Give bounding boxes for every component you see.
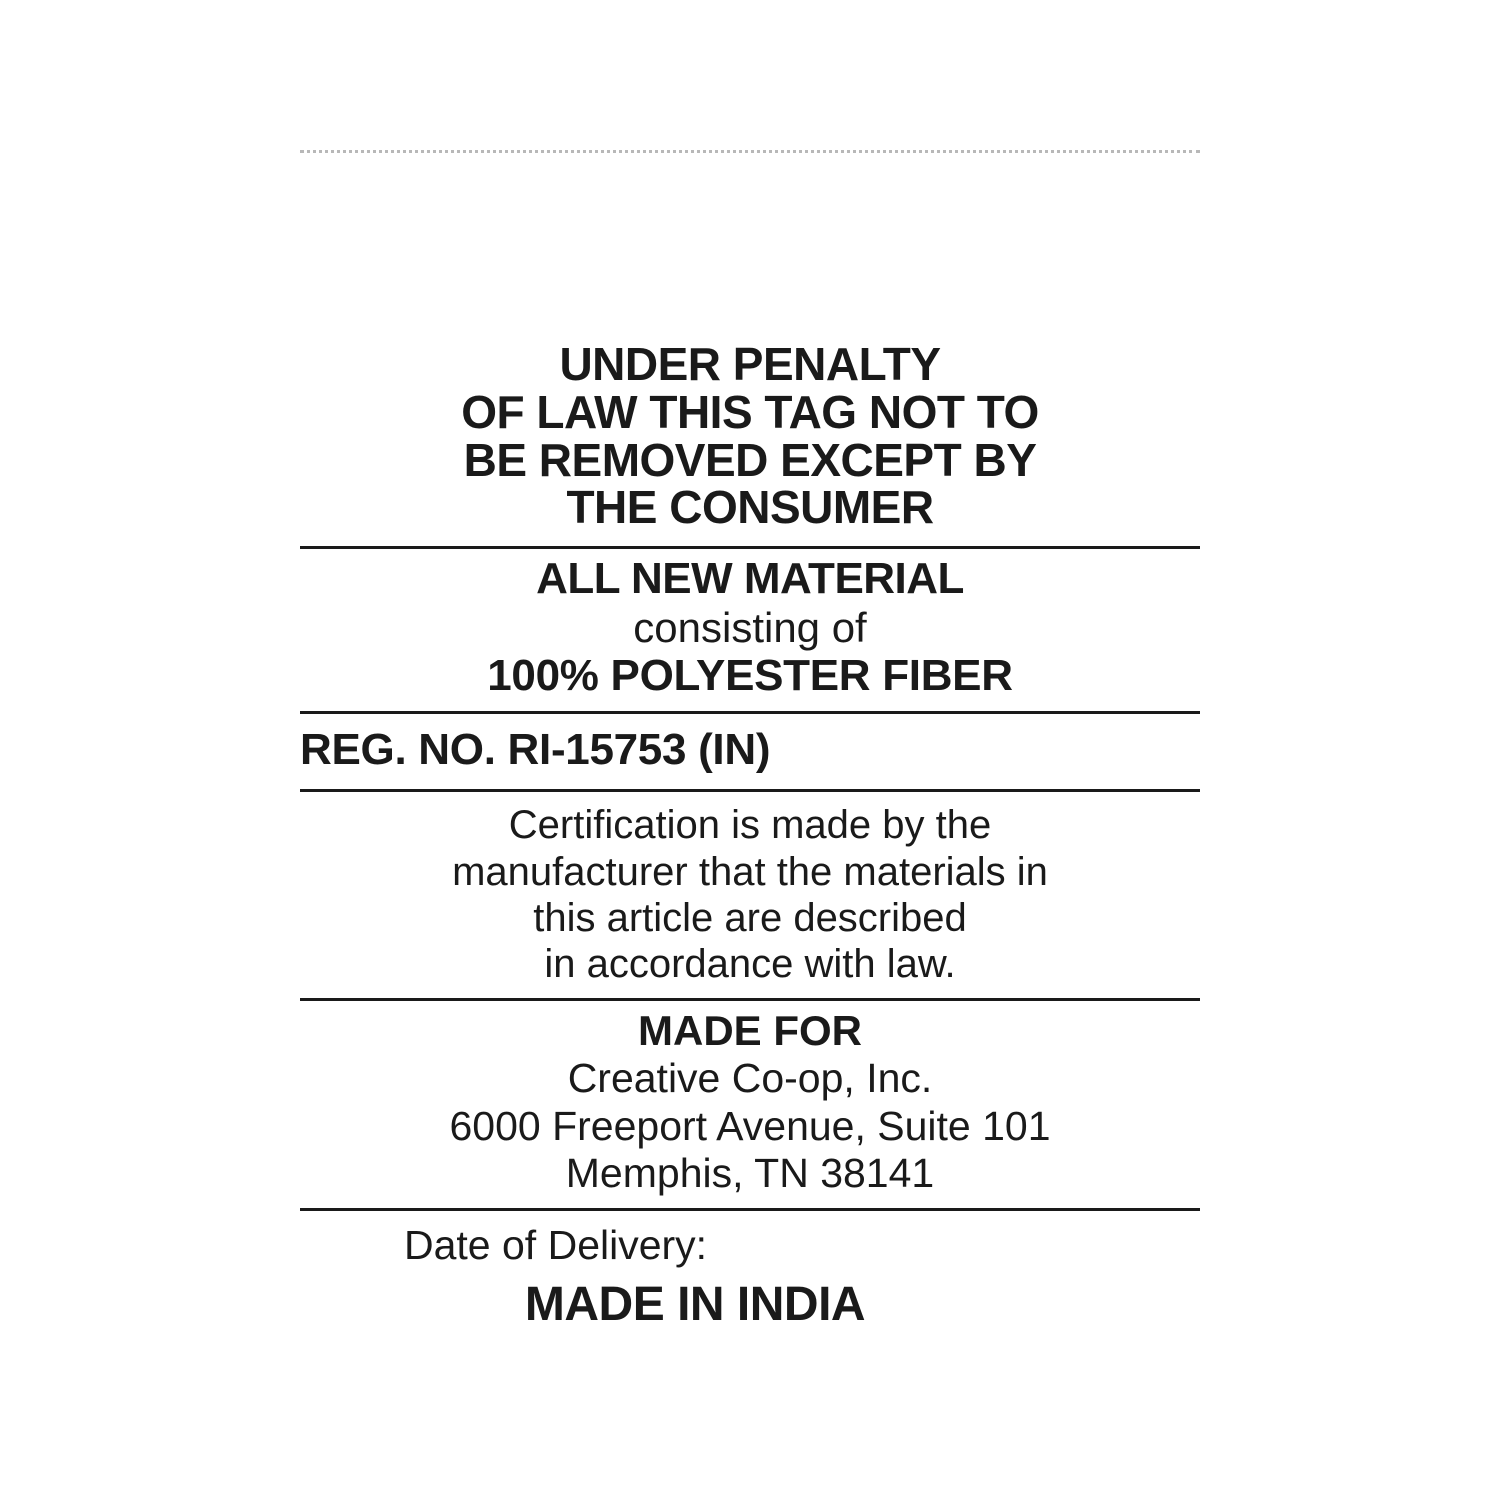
penalty-line-2: OF LAW THIS TAG NOT TO (461, 385, 1039, 438)
company-name: Creative Co-op, Inc. (567, 1054, 933, 1101)
certification-line-2: manufacturer that the materials in (452, 849, 1048, 894)
made-for-section (300, 1001, 1200, 1208)
certification-statement (300, 792, 1200, 998)
delivery-section (300, 1211, 1200, 1334)
tear-line-icon (300, 150, 1200, 155)
material-heading: ALL NEW MATERIAL (536, 554, 964, 604)
date-of-delivery-label: Date of Delivery: (404, 1221, 708, 1268)
certification-line-3: this article are described (533, 895, 967, 940)
country-of-origin: MADE IN INDIA (524, 1277, 866, 1331)
penalty-line-3: BE REMOVED EXCEPT BY (463, 433, 1037, 486)
penalty-notice (300, 335, 1200, 546)
certification-line-4: in accordance with law. (544, 942, 956, 987)
company-city: Memphis, TN 38141 (565, 1150, 935, 1197)
certification-line-1: Certification is made by the (508, 803, 992, 848)
penalty-line-1: UNDER PENALTY (559, 338, 941, 390)
registration-number: REG. NO. RI-15753 (IN) (300, 725, 771, 775)
penalty-line-4: THE CONSUMER (566, 481, 934, 534)
company-street: 6000 Freeport Avenue, Suite 101 (449, 1102, 1051, 1149)
material-content: 100% POLYESTER FIBER (487, 650, 1013, 700)
material-section (300, 549, 1200, 711)
made-for-heading: MADE FOR (638, 1006, 862, 1054)
material-connector: consisting of (633, 603, 867, 651)
law-tag (300, 150, 1200, 1333)
